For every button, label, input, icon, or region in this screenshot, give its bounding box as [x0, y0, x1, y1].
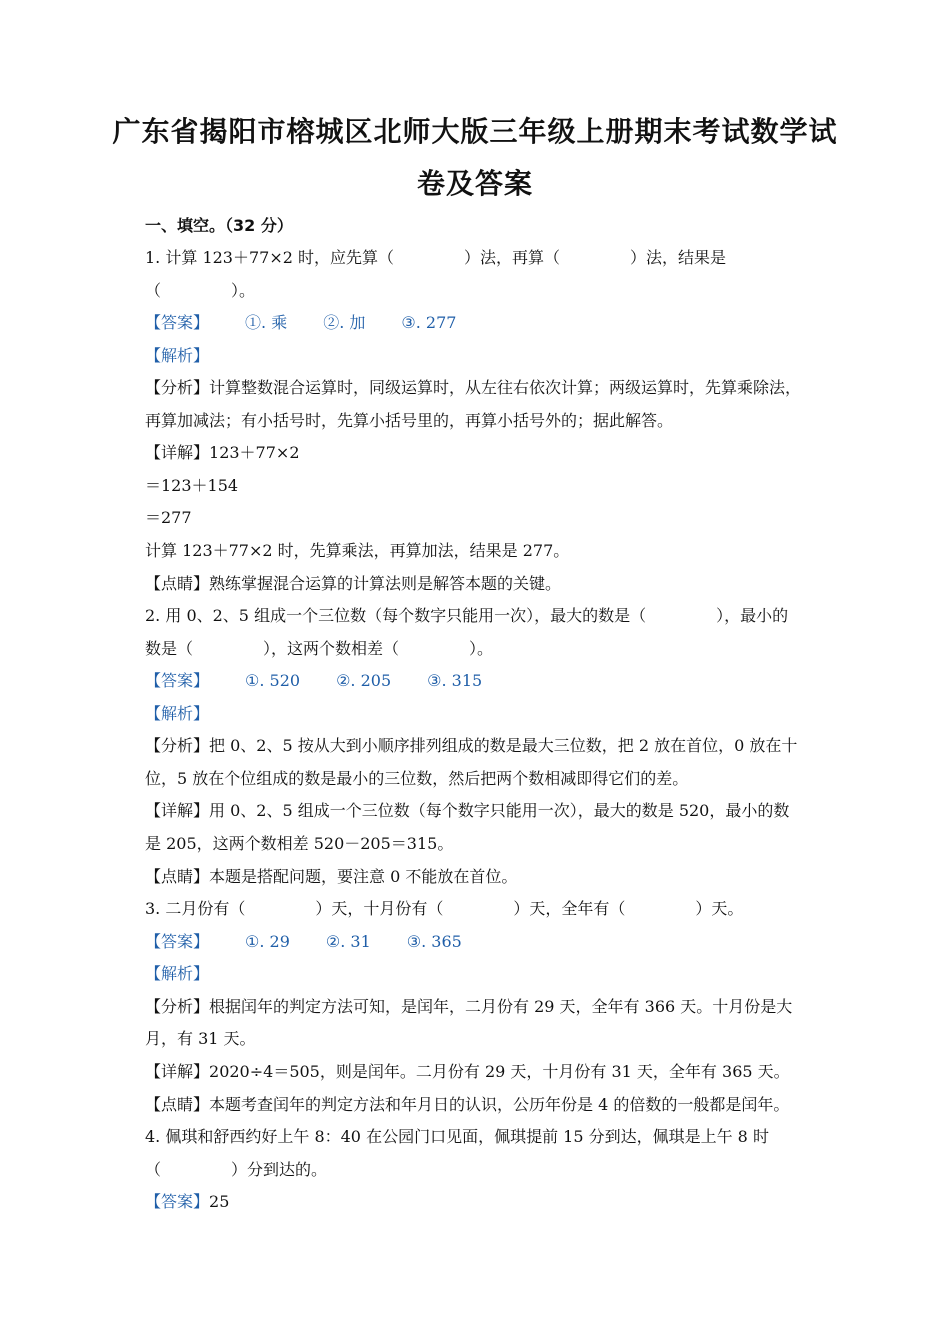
q4-text-line1: 4. 佩琪和舒西约好上午 8：40 在公园门口见面，佩琪提前 15 分到达，佩琪是上午 8 时 — [145, 1127, 769, 1146]
q1-jiexi-label: 【解析】 — [145, 346, 210, 365]
q4-answer: 【答案】25 — [145, 1192, 230, 1211]
q4-text-line2: （ ）分到达的。 — [145, 1160, 328, 1179]
q3-fenxi-line2: 月，有 31 天。 — [145, 1029, 256, 1048]
q2-xiangjie-line1: 【详解】用 0、2、5 组成一个三位数（每个数字只能用一次），最大的数是 520，最小的数 — [145, 801, 790, 820]
q2-xiangjie-line2: 是 205，这两个数相差 520－205＝315。 — [145, 834, 454, 853]
section-heading: 一、填空。（32 分） — [145, 216, 293, 235]
q2-jiexi-label: 【解析】 — [145, 704, 210, 723]
q1-text-line1: 1. 计算 123＋77×2 时，应先算（ ）法，再算（ ）法，结果是 — [145, 248, 727, 267]
q1-answer: 【答案】 ①. 乘 ②. 加 ③. 277 — [145, 313, 457, 332]
q2-text-line2: 数是（ ），这两个数相差（ ）。 — [145, 639, 494, 658]
answer-label: 【答案】 — [145, 313, 210, 332]
q3-answer: 【答案】 ①. 29 ②. 31 ③. 365 — [145, 932, 462, 951]
answer-label: 【答案】 — [145, 671, 210, 690]
answer-label: 【答案】 — [145, 1192, 210, 1211]
q1-xiangjie-line4: 计算 123＋77×2 时，先算乘法，再算加法，结果是 277。 — [145, 541, 570, 560]
doc-title-line1: 广东省揭阳市榕城区北师大版三年级上册期末考试数学试 — [112, 115, 838, 148]
q2-fenxi-line1: 【分析】把 0、2、5 按从大到小顺序排列组成的数是最大三位数，把 2 放在首位，0 放在十 — [145, 736, 798, 755]
q1-xiangjie-line3: ＝277 — [145, 508, 192, 527]
q3-text: 3. 二月份有（ ）天，十月份有（ ）天，全年有（ ）天。 — [145, 899, 744, 918]
q3-fenxi-line1: 【分析】根据闰年的判定方法可知，是闰年，二月份有 29 天，全年有 366 天。十月份是大 — [145, 997, 793, 1016]
q1-text-line2: （ ）。 — [145, 281, 256, 300]
q1-fenxi-line1: 【分析】计算整数混合运算时，同级运算时，从左往右依次计算；两级运算时，先算乘除法， — [145, 378, 802, 397]
q1-xiangjie-line1: 【详解】123＋77×2 — [145, 443, 300, 462]
q2-text-line1: 2. 用 0、2、5 组成一个三位数（每个数字只能用一次），最大的数是（ ），最小的 — [145, 606, 789, 625]
q3-jiexi-label: 【解析】 — [145, 964, 210, 983]
q1-fenxi-line2: 再算加减法；有小括号时，先算小括号里的，再算小括号外的；据此解答。 — [145, 411, 674, 430]
q2-fenxi-line2: 位，5 放在个位组成的数是最小的三位数，然后把两个数相减即得它们的差。 — [145, 769, 689, 788]
q1-dianjing: 【点睛】熟练掌握混合运算的计算法则是解答本题的关键。 — [145, 574, 562, 593]
q2-dianjing: 【点睛】本题是搭配问题，要注意 0 不能放在首位。 — [145, 867, 518, 886]
q3-xiangjie: 【详解】2020÷4＝505，则是闰年。二月份有 29 天，十月份有 31 天，全年有 365 天。 — [145, 1062, 790, 1081]
answer-label: 【答案】 — [145, 932, 210, 951]
q2-answer: 【答案】 ①. 520 ②. 205 ③. 315 — [145, 671, 483, 690]
doc-title-line2: 卷及答案 — [416, 167, 533, 200]
q3-dianjing: 【点睛】本题考查闰年的判定方法和年月日的认识，公历年份是 4 的倍数的一般都是闰年。 — [145, 1095, 790, 1114]
q1-xiangjie-line2: ＝123＋154 — [145, 476, 239, 495]
